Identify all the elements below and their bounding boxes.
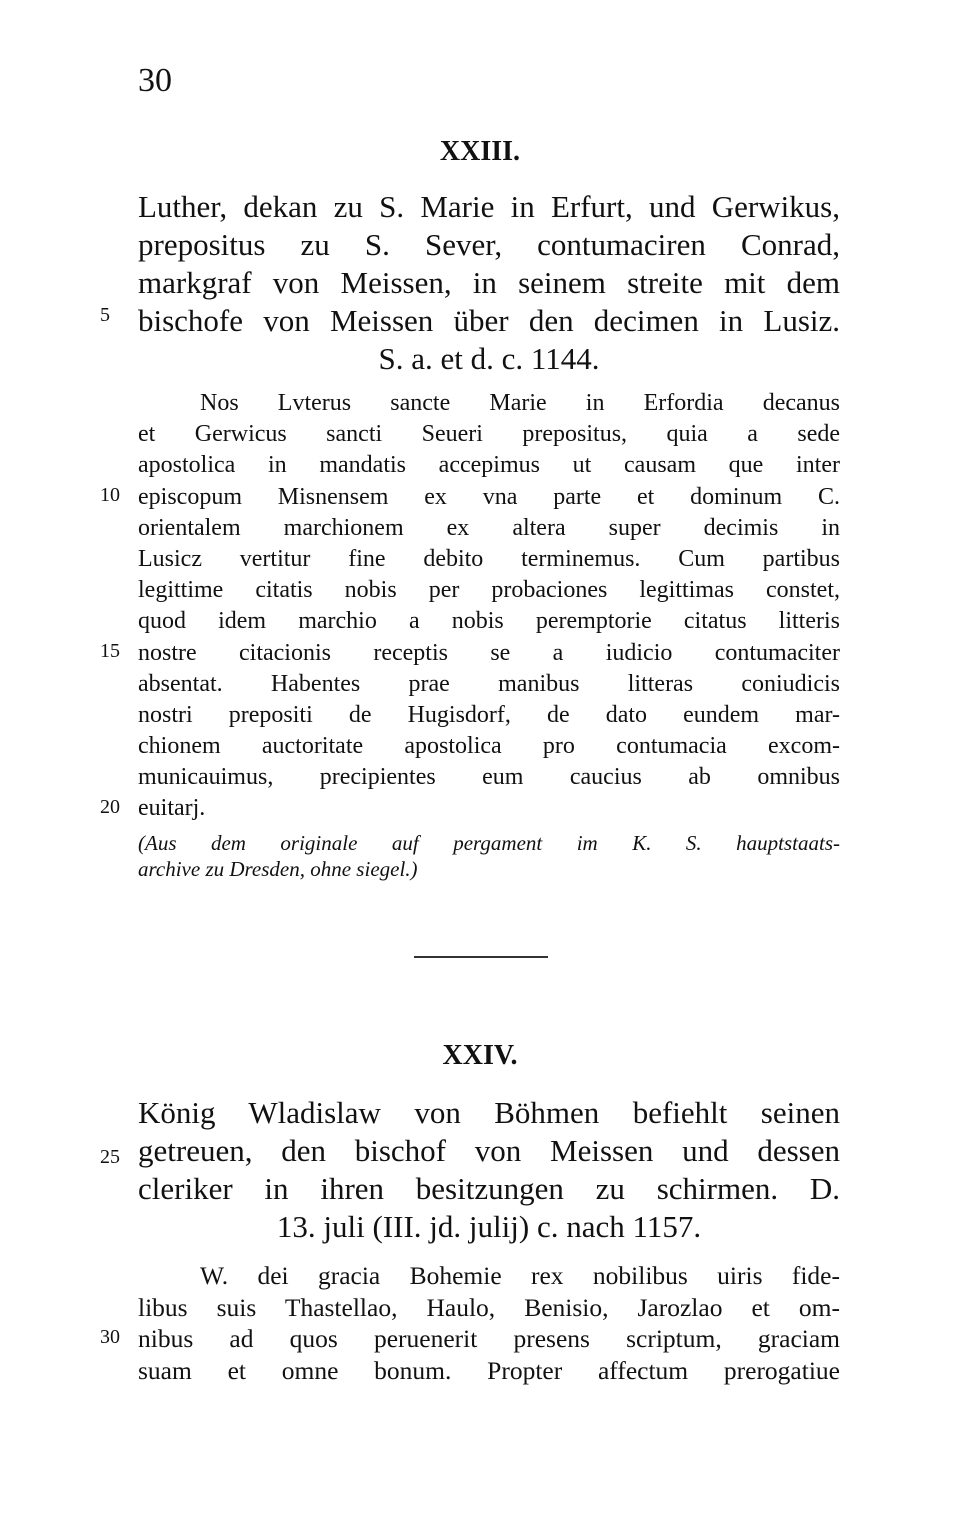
- body-line: legittime citatis nobis per probaciones legittimas constet,: [138, 577, 840, 604]
- title-line: prepositus zu S. Sever, contumaciren Conrad,: [138, 227, 840, 262]
- title-line: markgraf von Meissen, in seinem streite mit dem: [138, 265, 840, 300]
- title-date-line: S. a. et d. c. 1144.: [378, 341, 600, 376]
- body-line: chionem auctoritate apostolica pro contumacia excom-: [138, 733, 840, 760]
- line-number: 25: [100, 1146, 120, 1168]
- body-line: libus suis Thastellao, Haulo, Benisio, Jarozlao et om-: [138, 1292, 840, 1322]
- section-divider: [414, 956, 548, 958]
- body-line: municauimus, precipientes eum caucius ab omnibus: [138, 764, 840, 791]
- body-line: Nos Lvterus sancte Marie in Erfordia decanus: [200, 390, 840, 416]
- body-line: nostre citacionis receptis se a iudicio contumaciter: [138, 639, 840, 666]
- title-line: König Wladislaw von Böhmen befiehlt seinen: [138, 1095, 840, 1130]
- line-number: 20: [100, 796, 120, 818]
- body-line: Lusicz vertitur fine debito terminemus. Cum partibus: [138, 545, 840, 572]
- document-body-24: [138, 1260, 840, 1386]
- note-line: archive zu Dresden, ohne siegel.): [138, 857, 418, 881]
- line-number: 15: [100, 640, 120, 662]
- line-number: 30: [100, 1326, 120, 1348]
- body-line: apostolica in mandatis accepimus ut causam que inter: [138, 452, 840, 479]
- document-heading-24: XXIV.: [442, 1040, 518, 1071]
- body-line: episcopum Misnensem ex vna parte et dominum C.: [138, 483, 840, 510]
- body-line: euitarj.: [138, 795, 206, 822]
- line-number: 10: [100, 484, 120, 506]
- page-number: 30: [138, 62, 172, 99]
- title-line: getreuen, den bischof von Meissen und dessen: [138, 1133, 840, 1168]
- document-title-23: [138, 188, 840, 378]
- document-body-23: [138, 388, 840, 825]
- title-line: bischofe von Meissen über den decimen in Lusiz.: [138, 303, 840, 338]
- note-line: (Aus dem originale auf pergament im K. S. hauptstaats-: [138, 831, 840, 855]
- body-line: orientalem marchionem ex altera super decimis in: [138, 514, 840, 541]
- source-note: [138, 830, 840, 882]
- body-line: quod idem marchio a nobis peremptorie citatus litteris: [138, 608, 840, 635]
- title-line: Luther, dekan zu S. Marie in Erfurt, und Gerwikus,: [138, 189, 840, 224]
- body-line: nibus ad quos peruenerit presens scriptum, graciam: [138, 1324, 840, 1353]
- body-line: suam et omne bonum. Propter affectum prerogatiue: [138, 1355, 840, 1385]
- body-line: W. dei gracia Bohemie rex nobilibus uiris fide-: [200, 1261, 840, 1290]
- line-number: 5: [100, 304, 110, 326]
- title-line: cleriker in ihren besitzungen zu schirmen. D.: [138, 1171, 840, 1206]
- body-line: nostri prepositi de Hugisdorf, de dato eundem mar-: [138, 701, 840, 728]
- title-date-line: 13. juli (III. jd. julij) c. nach 1157.: [276, 1209, 702, 1244]
- body-line: et Gerwicus sancti Seueri prepositus, quia a sede: [138, 421, 840, 448]
- document-title-24: [138, 1094, 840, 1246]
- body-line: absentat. Habentes prae manibus litteras coniudicis: [138, 670, 840, 697]
- document-heading-23: XXIII.: [439, 136, 521, 167]
